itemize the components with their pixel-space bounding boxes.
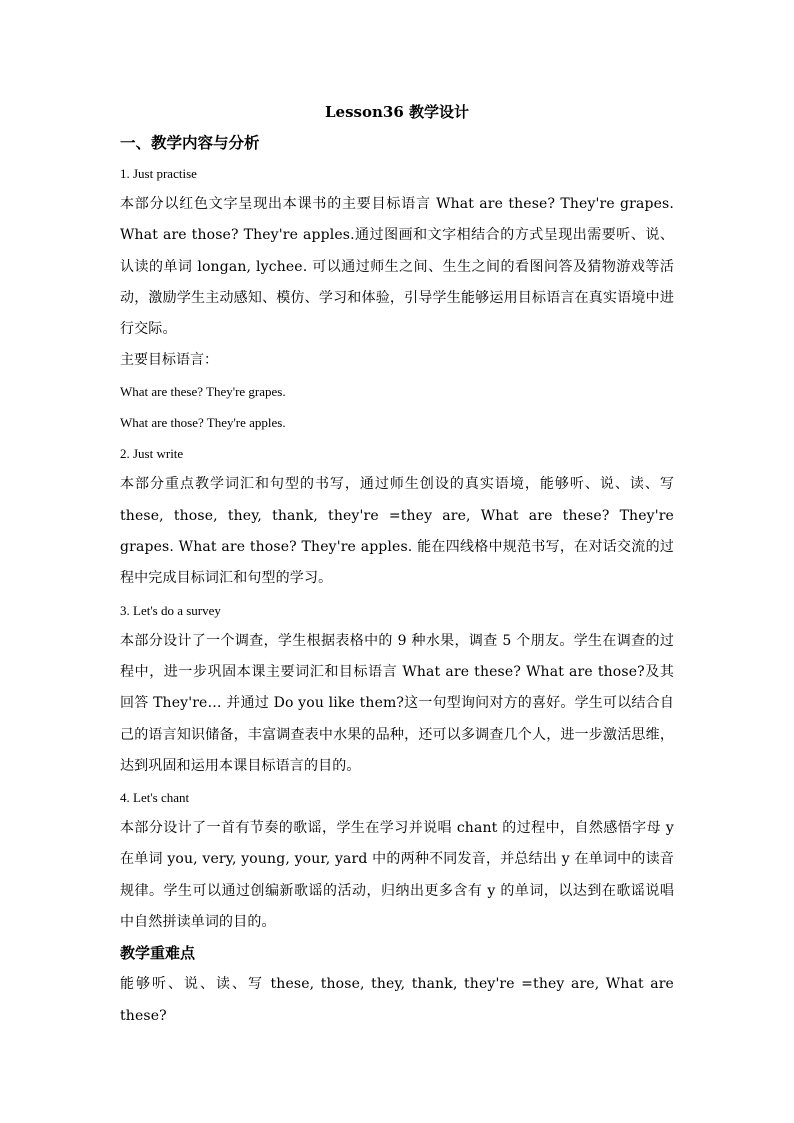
part-heading-just-write: 2. Just write — [120, 446, 184, 462]
target-language-example: What are these? They're grapes. — [120, 384, 286, 400]
part-paragraph-survey: 本部分设计了一个调查，学生根据表格中的 9 种水果，调查 5 个朋友。学生在调查的过程中，进一步巩固本课主要词汇和目标语言 What are these? What are those?及其回答 They're… 并通过 Do you like them?这一句型询问对方的喜好。学生可以结合自己的语言知识储备，丰富调查表中水果的品种，还可以多调查几个人，进一步激活思维，达到巩固和运用本课目标语言的目的。 — [120, 632, 674, 774]
document-page — [120, 98, 674, 1032]
key-points-paragraph: 能够听、说、读、写 these, those, they, thank, they're =they are, What are these? — [120, 976, 674, 1024]
target-language-label: 主要目标语言： — [120, 352, 218, 369]
part-paragraph-just-write: 本部分重点教学词汇和句型的书写，通过师生创设的真实语境，能够听、说、读、写 these, those, they, thank, they're =they are, What are these? They're grapes. What are those? They're apples. 能在四线格中规范书写，在对话交流的过程中完成目标词汇和句型的学习。 — [120, 476, 674, 587]
part-paragraph-chant: 本部分设计了一首有节奏的歌谣，学生在学习并说唱 chant 的过程中，自然感悟字母 y 在单词 you, very, young, your, yard 中的两种不同发音，并总结出 y 在单词中的读音规律。学生可以通过创编新歌谣的活动，归纳出更多含有 y 的单词，以达到在歌谣说唱中自然拼读单词的目的。 — [120, 820, 674, 931]
target-language-example: What are those? They're apples. — [120, 415, 286, 431]
section-heading-content-analysis: 一、教学内容与分析 — [120, 133, 260, 152]
part-heading-just-practise: 1. Just practise — [120, 166, 197, 181]
part-paragraph-just-practise: 本部分以红色文字呈现出本课书的主要目标语言 What are these? They're grapes. What are those? They're apples.通过图画和文字相结合的方式呈现出需要听、说、认读的单词 longan, lychee. 可以通过师生之间、生生之间的看图问答及猜物游戏等活动，激励学生主动感知、模仿、学习和体验，引导学生能够运用目标语言在真实语境中进行交际。 — [120, 196, 674, 338]
part-heading-survey: 3. Let's do a survey — [120, 602, 221, 618]
document-title: Lesson36 教学设计 — [325, 103, 469, 121]
section-heading-key-points: 教学重难点 — [120, 944, 196, 963]
part-heading-chant: 4. Let's chant — [120, 790, 190, 806]
